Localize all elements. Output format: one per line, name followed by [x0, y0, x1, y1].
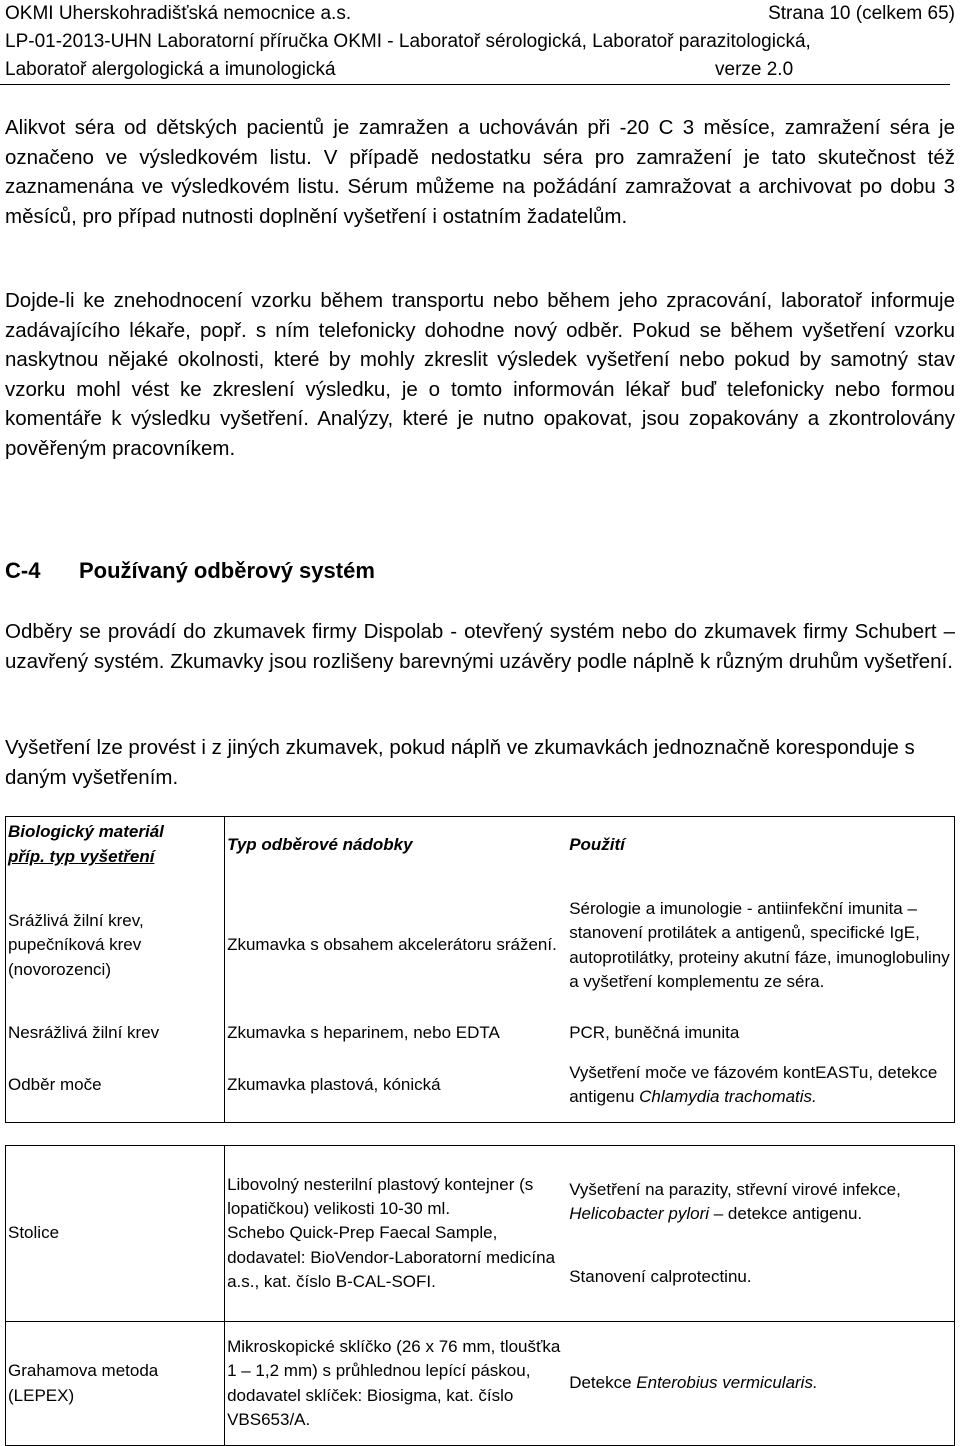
header-container — [225, 817, 568, 873]
header-material-line2: příp. typ vyšetření — [8, 846, 155, 866]
cell-use — [567, 1146, 954, 1322]
table-header-row — [6, 817, 955, 873]
cell-use-a — [569, 1178, 952, 1227]
table-row — [6, 1019, 955, 1049]
header-row-1 — [5, 0, 955, 28]
header-divider — [0, 84, 950, 85]
cell-material: Srážlivá žilní krev, pupečníková krev (novorozenci) — [6, 873, 225, 1019]
table-row — [6, 873, 955, 1019]
header-row-2 — [5, 28, 955, 56]
cell-container: Zkumavka plastová, kónická — [225, 1049, 568, 1123]
header-use-label: Použití — [569, 834, 625, 854]
specimen-table — [5, 816, 955, 1446]
header-material — [6, 817, 225, 873]
cell-container: Zkumavka s heparinem, nebo EDTA — [227, 1023, 500, 1043]
header-material-line1: Biologický materiál — [8, 822, 164, 842]
other-tubes-paragraph: Vyšetření lze provést i z jiných zkumavek, pokud náplň ve zkumavkách jednoznačně koresponduje s daným vyšetřením. — [5, 736, 915, 789]
section-title: Používaný odběrový systém — [79, 558, 375, 583]
cell-use-organism: Chlamydia trachomatis. — [639, 1087, 817, 1107]
cell-container: Mikroskopické sklíčko (26 x 76 mm, tloušťka 1 – 1,2 mm) s průhlednou lepící páskou, dodavatel sklíček: Biosigma, kat. číslo VBS653/A. — [225, 1322, 568, 1446]
document-title: LP-01-2013-UHN Laboratorní příručka OKMI - Laboratoř sérologická, Laboratoř parazitologická, — [5, 31, 811, 52]
collection-system-paragraph: Odběry se provádí do zkumavek firmy Dispolab - otevřený systém nebo do zkumavek firmy Schubert – uzavřený systém. Zkumavky jsou rozlišeny barevnými uzávěry podle náplně k různým druhům vyšetření. — [5, 620, 955, 673]
table-row — [6, 1146, 955, 1322]
header-container-label: Typ odběrové nádobky — [227, 834, 413, 854]
cell-use — [567, 1322, 954, 1446]
body-paragraph-1 — [5, 113, 955, 231]
cell-use-a-part1: Vyšetření na parazity, střevní virové infekce, — [569, 1180, 901, 1200]
cell-use-a-part3: – detekce antigenu. — [709, 1204, 863, 1224]
serum-storage-paragraph: Alikvot séra od dětských pacientů je zamražen a uchováván při -20 C 3 měsíce, zamražení séra je označeno ve výsledkovém listu. V případě nedostatku séra pro zamražení je tato skutečnost též zaznamenána ve výsledkovém listu. Sérum můžeme na požádání zamražovat a archivovat po dobu 3 měsíců, pro případ nutnosti doplnění vyšetření i ostatním žadatelům. — [5, 116, 955, 228]
cell-material: Grahamova metoda (LEPEX) — [6, 1322, 225, 1446]
cell-material: Nesrážlivá žilní krev — [6, 1019, 225, 1049]
section-number: C-4 — [5, 558, 41, 583]
section-paragraph-1 — [5, 617, 955, 676]
cell-use: Sérologie a imunologie - antiinfekční imunita – stanovení protilátek a antigenů, specifické IgE, autoprotilátky, proteiny akutní fáze, imunoglobuliny a vyšetření komplementu ze séra. — [567, 873, 954, 1019]
body-paragraph-2 — [5, 286, 955, 463]
page-header — [5, 0, 955, 84]
cell-material: Odběr moče — [6, 1049, 225, 1123]
cell-use-organism: Enterobius vermicularis. — [636, 1373, 818, 1393]
page-number: Strana 10 (celkem 65) — [768, 3, 955, 24]
header-use — [567, 817, 954, 873]
table-gap-cell — [6, 1123, 955, 1146]
document-version: verze 2.0 — [715, 59, 794, 80]
section-paragraph-2 — [5, 733, 955, 792]
cell-use — [567, 1049, 954, 1123]
table-row — [6, 1049, 955, 1123]
header-row-3 — [5, 56, 955, 84]
cell-container-b: Schebo Quick-Prep Faecal Sample, dodavatel: BioVendor-Laboratorní medicína a.s., kat. číslo B-CAL-SOFI. — [227, 1223, 556, 1291]
cell-use-b: Stanovení calprotectinu. — [569, 1266, 752, 1286]
cell-material: Stolice — [6, 1146, 225, 1322]
cell-use-a-organism: Helicobacter pylori — [569, 1204, 710, 1224]
section-heading — [5, 558, 375, 584]
table-gap — [6, 1123, 955, 1146]
cell-use: PCR, buněčná imunita — [567, 1019, 954, 1049]
cell-container-a: Libovolný nesterilní plastový kontejner (s lopatičkou) velikosti 10-30 ml. — [227, 1174, 534, 1219]
document-subtitle: Laboratoř alergologická a imunologická — [5, 59, 336, 80]
cell-container: Zkumavka s obsahem akcelerátoru srážení. — [227, 935, 557, 955]
sample-damage-paragraph: Dojde-li ke znehodnocení vzorku během transportu nebo během jeho zpracování, laboratoř informuje zadávajícího lékaře, popř. s ním telefonicky dohodne nový odběr. Pokud se během vyšetření vzorku naskytnou nějaké okolnosti, které by mohly zkreslit výsledek vyšetření nebo pokud by samotný stav vzorku mohl vést ke zkreslení výsledku, je o tomto informován lékař buď telefonicky nebo formou komentáře k výsledku vyšetření. Analýzy, které je nutno opakovat, jsou zopakovány a zkontrolovány pověřeným pracovníkem. — [5, 289, 955, 460]
cell-use-text: Vyšetření moče ve fázovém kontEASTu, detekce antigenu — [569, 1062, 938, 1107]
organization-name: OKMI Uherskohradišťská nemocnice a.s. — [5, 3, 352, 24]
table-row — [6, 1322, 955, 1446]
cell-use-text: Detekce — [569, 1373, 637, 1393]
cell-container — [225, 1146, 568, 1322]
